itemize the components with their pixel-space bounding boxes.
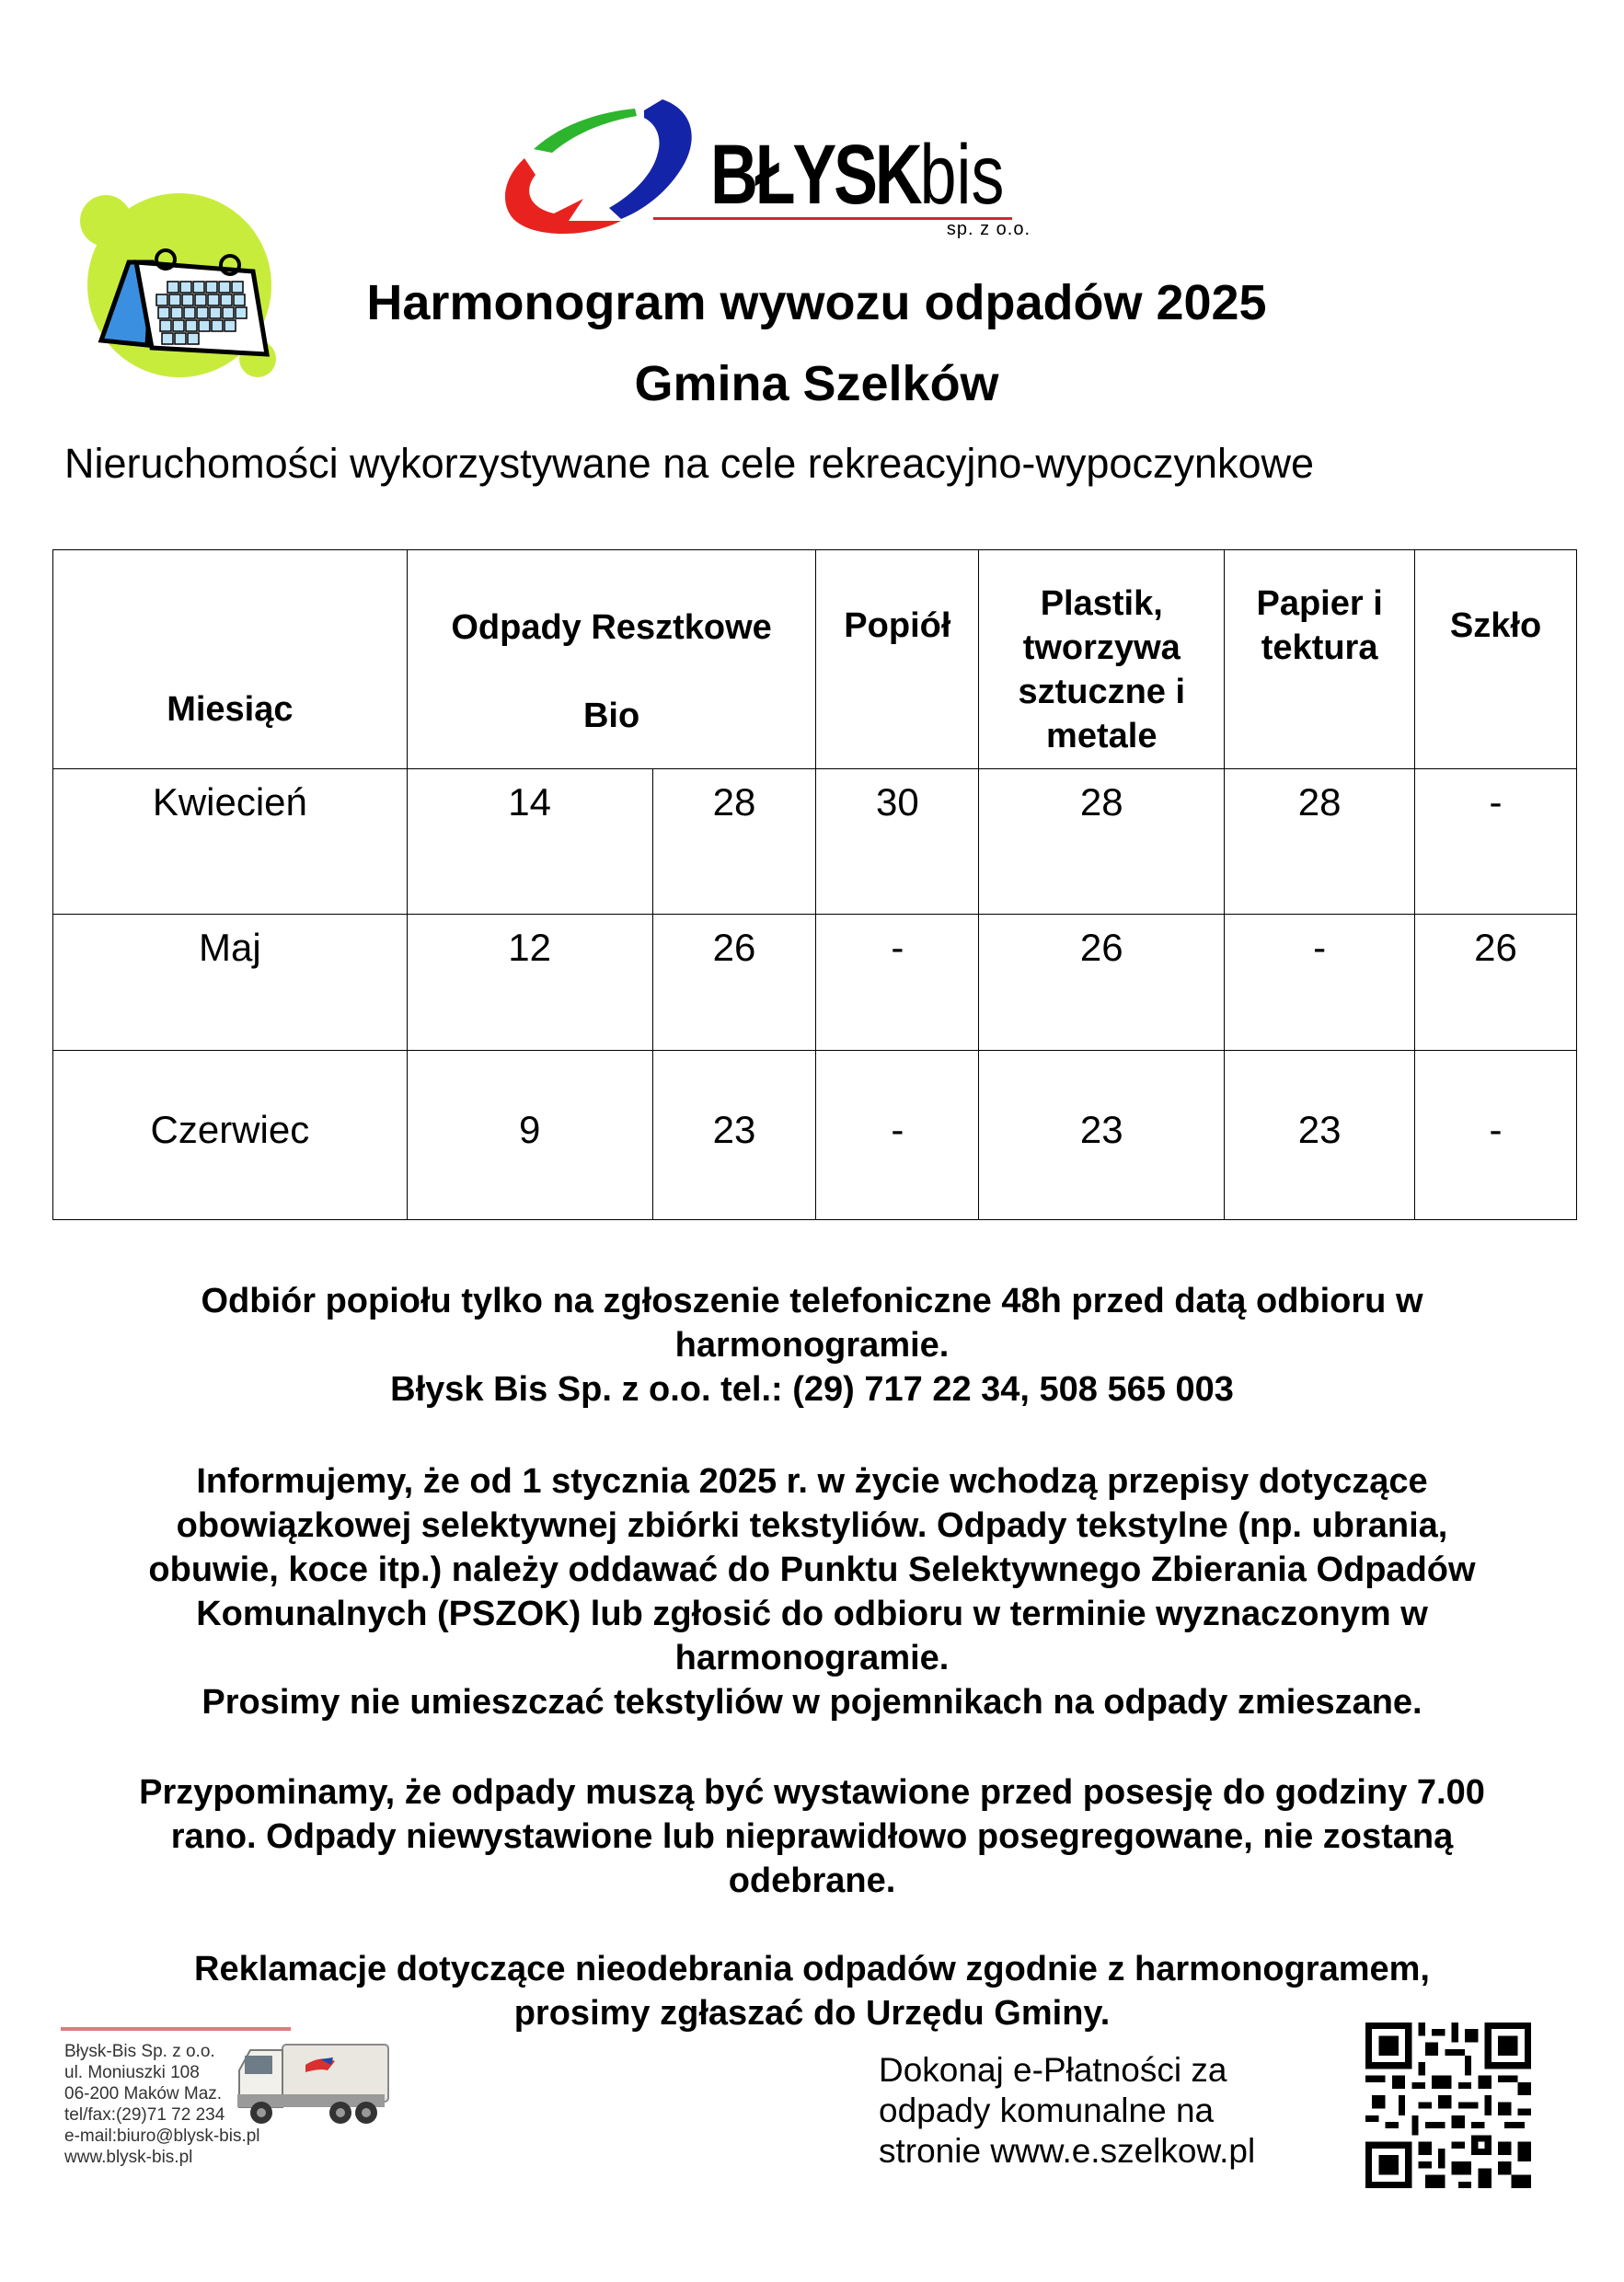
header-month: Miesiąc bbox=[53, 550, 408, 769]
logo-brand: BŁYSK bbox=[710, 128, 920, 222]
cell-glass: - bbox=[1415, 769, 1577, 915]
notice-line: rano. Odpady niewystawione lub nieprawidłowo posegregowane, nie zostaną bbox=[170, 1817, 1454, 1856]
cell-ash: - bbox=[816, 915, 979, 1051]
company-city: 06-200 Maków Maz. bbox=[64, 2084, 223, 2103]
cell-month: Czerwiec bbox=[53, 1051, 408, 1220]
notice-line: Komunalnych (PSZOK) lub zgłosić do odbioru w terminie wyznaczonym w bbox=[196, 1595, 1428, 1633]
epay-line: odpady komunalne na bbox=[879, 2092, 1215, 2129]
cell-residual: 14 bbox=[407, 769, 652, 915]
ash-notice bbox=[64, 1279, 1560, 1412]
epay-website-line[interactable]: stronie www.e.szelkow.pl bbox=[879, 2132, 1256, 2170]
notice-line: harmonogramie. bbox=[674, 1326, 950, 1365]
table-row bbox=[53, 1051, 1577, 1220]
cell-ash: 30 bbox=[816, 769, 979, 915]
notice-line: odebrane. bbox=[728, 1861, 896, 1900]
notice-line: Odbiór popiołu tylko na zgłoszenie telefoniczne 48h przed datą odbioru w bbox=[201, 1282, 1423, 1320]
logo-brand-suffix: bis bbox=[919, 128, 1005, 222]
cell-bio: 26 bbox=[652, 915, 816, 1051]
cell-plastic: 28 bbox=[979, 769, 1225, 915]
cell-bio: 28 bbox=[652, 769, 816, 915]
header-ash: Popiół bbox=[816, 550, 979, 769]
company-name: Błysk-Bis Sp. z o.o. bbox=[64, 2042, 215, 2061]
header-paper-line: Papier i bbox=[1256, 584, 1383, 623]
cell-paper: - bbox=[1225, 915, 1415, 1051]
header-plastic-line: tworzywa bbox=[1022, 628, 1181, 667]
notice-line: Informujemy, że od 1 stycznia 2025 r. w życie wchodzą przepisy dotyczące bbox=[196, 1462, 1428, 1501]
header-plastic-line: metale bbox=[1046, 717, 1158, 755]
header-glass: Szkło bbox=[1415, 550, 1577, 769]
company-logo bbox=[497, 92, 1049, 248]
cell-month: Kwiecień bbox=[53, 769, 408, 915]
cell-residual: 9 bbox=[407, 1051, 652, 1220]
cell-plastic: 23 bbox=[979, 1051, 1225, 1220]
header-residual: Odpady Resztkowe bbox=[451, 608, 772, 647]
epay-line: Dokonaj e-Płatności za bbox=[879, 2051, 1227, 2089]
reminder-notice bbox=[64, 1770, 1560, 1903]
cell-month: Maj bbox=[53, 915, 408, 1051]
cell-paper: 23 bbox=[1225, 1051, 1415, 1220]
page-subtitle-municipality: Gmina Szelków bbox=[634, 356, 999, 411]
logo-swoosh-icon bbox=[497, 92, 718, 248]
epayment-info bbox=[879, 2050, 1255, 2172]
company-email[interactable]: e-mail:biuro@blysk-bis.pl bbox=[64, 2126, 260, 2146]
property-type-subtitle: Nieruchomości wykorzystywane na cele rekreacyjno-wypoczynkowe bbox=[64, 440, 1315, 487]
page-title: Harmonogram wywozu odpadów 2025 bbox=[366, 275, 1267, 330]
header-paper-line: tektura bbox=[1261, 628, 1378, 667]
notice-line: Prosimy nie umieszczać tekstyliów w pojemnikach na odpady zmieszane. bbox=[202, 1683, 1422, 1722]
qr-code-icon[interactable] bbox=[1365, 2023, 1531, 2188]
textiles-notice bbox=[64, 1459, 1560, 1724]
header-paper bbox=[1225, 550, 1415, 769]
notice-line: obowiązkowej selektywnej zbiórki tekstyliów. Odpady tekstylne (np. ubrania, bbox=[176, 1506, 1448, 1545]
cell-bio: 23 bbox=[652, 1051, 816, 1220]
table-row bbox=[53, 769, 1577, 915]
cell-residual: 12 bbox=[407, 915, 652, 1051]
company-street: ul. Moniuszki 108 bbox=[64, 2063, 200, 2082]
table-row bbox=[53, 915, 1577, 1051]
notice-line: prosimy zgłaszać do Urzędu Gminy. bbox=[513, 1994, 1111, 2033]
cell-glass: - bbox=[1415, 1051, 1577, 1220]
cell-plastic: 26 bbox=[979, 915, 1225, 1051]
logo-company-form: sp. z o.o. bbox=[946, 219, 1031, 239]
cell-ash: - bbox=[816, 1051, 979, 1220]
logo-wordmark bbox=[710, 127, 1004, 224]
header-plastic-line: sztuczne i bbox=[1018, 673, 1186, 711]
garbage-truck-icon bbox=[232, 2034, 397, 2135]
footer-divider bbox=[61, 2027, 291, 2031]
header-residual-bio bbox=[407, 550, 816, 769]
schedule-table bbox=[52, 549, 1577, 1220]
table-header-row bbox=[53, 550, 1577, 769]
contact-phone-line: Błysk Bis Sp. z o.o. tel.: (29) 717 22 34, 508 565 003 bbox=[390, 1370, 1234, 1409]
cell-glass: 26 bbox=[1415, 915, 1577, 1051]
notice-line: harmonogramie. bbox=[674, 1639, 950, 1677]
header-bio: Bio bbox=[582, 697, 640, 735]
header-plastic bbox=[979, 550, 1225, 769]
notice-line: Reklamacje dotyczące nieodebrania odpadów zgodnie z harmonogramem, bbox=[194, 1950, 1430, 1988]
notice-line: Przypominamy, że odpady muszą być wystawione przed posesję do godziny 7.00 bbox=[139, 1773, 1485, 1812]
cell-paper: 28 bbox=[1225, 769, 1415, 915]
notice-line: obuwie, koce itp.) należy oddawać do Punktu Selektywnego Zbierania Odpadów bbox=[148, 1550, 1476, 1589]
company-phone: tel/fax:(29)71 72 234 bbox=[64, 2105, 225, 2125]
company-website[interactable]: www.blysk-bis.pl bbox=[64, 2148, 193, 2167]
complaints-notice bbox=[64, 1947, 1560, 2035]
header-plastic-line: Plastik, bbox=[1040, 584, 1163, 623]
company-contact bbox=[64, 2041, 260, 2168]
